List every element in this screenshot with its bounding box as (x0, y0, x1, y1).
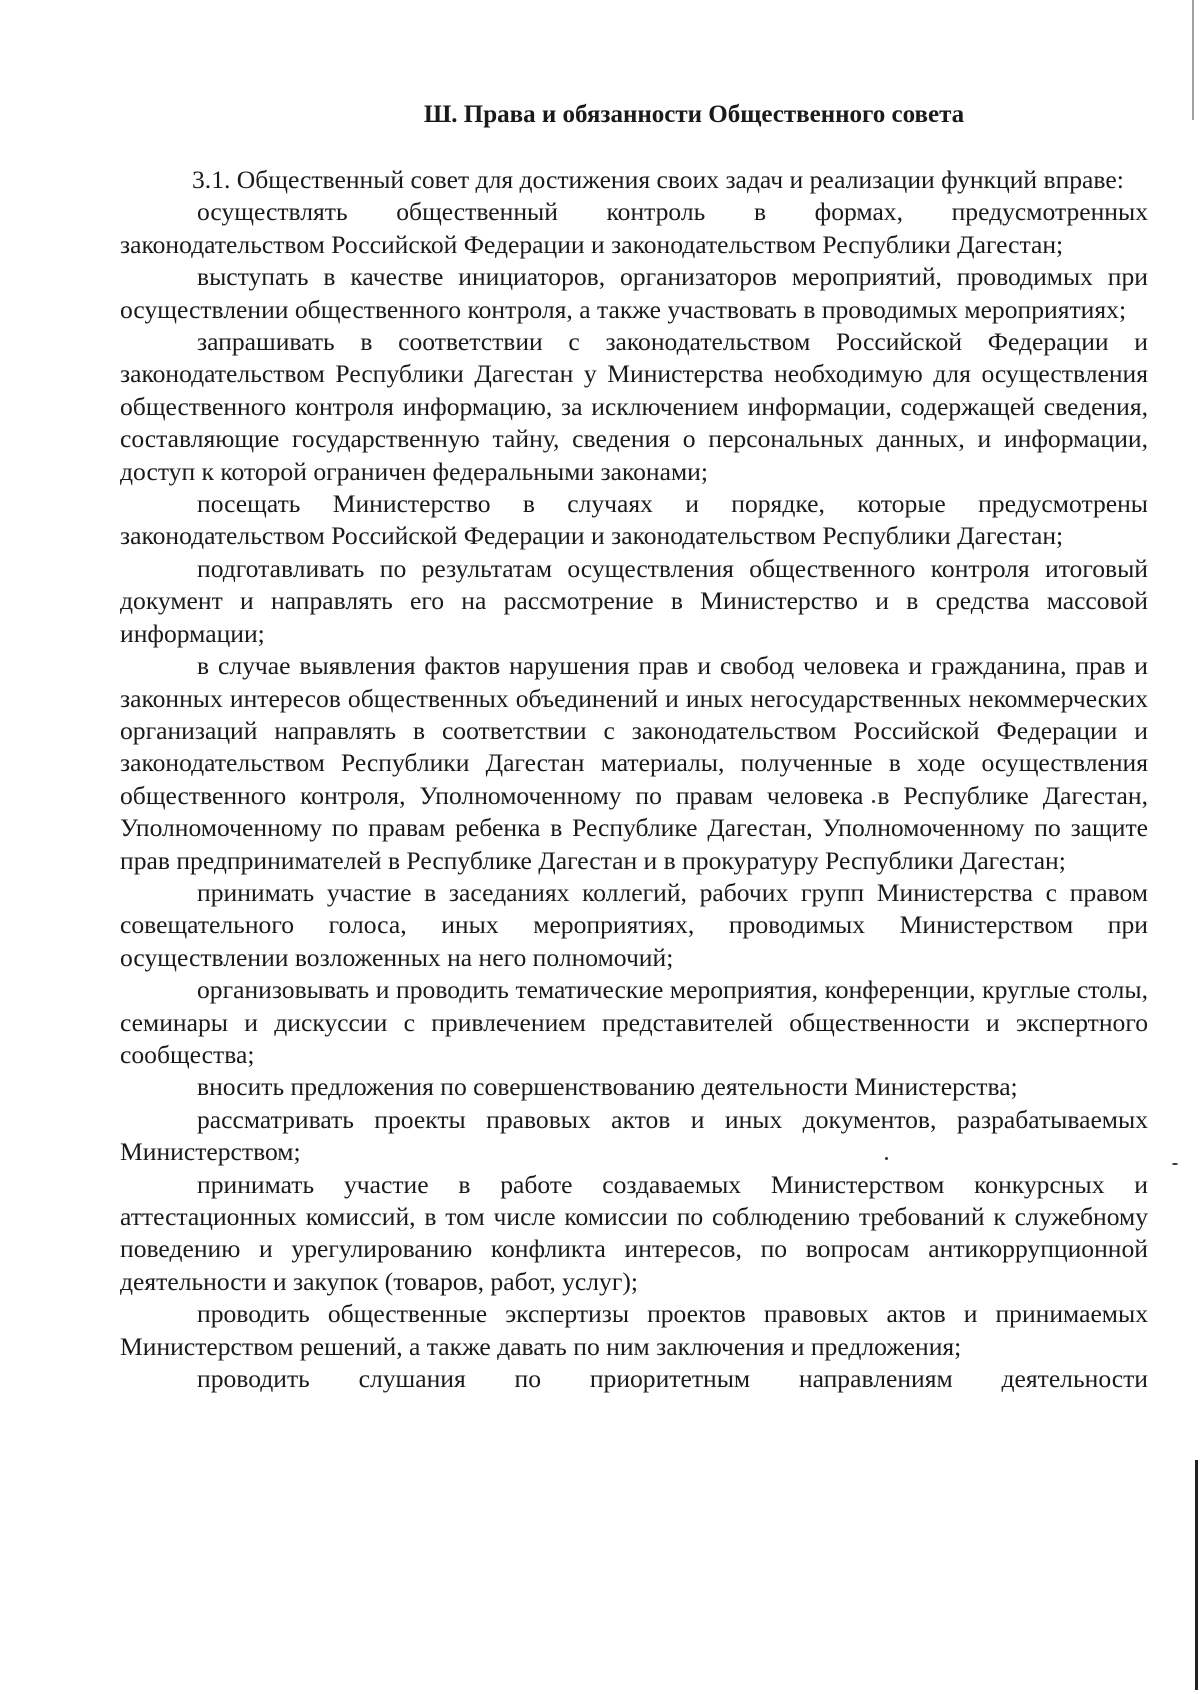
paragraph: запрашивать в соответствии с законодательством Российской Федерации и законодательством Республики Дагестан у Министерства необходимую для осуществления общественного контроля информацию, за исключением информации, содержащей сведения, составляющие государственную тайну, сведения о персональных данных, и информации, доступ к которой ограничен федеральными законами; (120, 327, 1148, 486)
scan-speck (1172, 1163, 1178, 1165)
paragraph: посещать Министерство в случаях и порядке, которые предусмотрены законодательством Российской Федерации и законодательством Республики Дагестан; (120, 489, 1148, 551)
paragraph: выступать в качестве инициаторов, организаторов мероприятий, проводимых при осуществлении общественного контроля, а также участвовать в проводимых мероприятиях; (120, 262, 1148, 324)
paragraph: вносить предложения по совершенствованию деятельности Министерства; (197, 1072, 1018, 1102)
paragraph: проводить слушания по приоритетным направлениям деятельности (197, 1364, 1148, 1394)
paragraph: осуществлять общественный контроль в формах, предусмотренных законодательством Российской Федерации и законодательством Республики Дагестан; (120, 197, 1148, 259)
paragraph: организовывать и проводить тематические мероприятия, конференции, круглые столы, семинары и дискуссии с привлечением представителей общественности и экспертного сообщества; (120, 975, 1148, 1069)
paragraph: проводить общественные экспертизы проектов правовых актов и принимаемых Министерством решений, а также давать по ним заключения и предложения; (120, 1299, 1148, 1361)
document-page (120, 100, 1148, 1395)
scan-edge-mark-bottom (1195, 1460, 1198, 1690)
scan-edge-mark-top (1192, 0, 1194, 120)
section-heading: Ш. Права и обязанности Общественного совета (423, 101, 965, 128)
paragraph: рассматривать проекты правовых актов и иных документов, разрабатываемых Министерством; (120, 1104, 1148, 1167)
paragraph: 3.1. Общественный совет для достижения своих задач и реализации функций вправе: (192, 165, 1124, 194)
paragraph: подготавливать по результатам осуществления общественного контроля итоговый документ и направлять его на рассмотрение в Министерство и в средства массовой информации; (120, 553, 1148, 648)
paragraph: принимать участие в работе создаваемых Министерством конкурсных и аттестационных комиссий, в том числе комиссии по соблюдению требований к служебному поведению и урегулированию конфликта интересов, по вопросам антикоррупционной деятельности и закупок (товаров, работ, услуг); (120, 1169, 1148, 1296)
paragraph: принимать участие в заседаниях коллегий, рабочих групп Министерства с правом совещательного голоса, иных мероприятиях, проводимых Министерством при осуществлении возложенных на него полномочий; (120, 877, 1148, 972)
paragraph: в случае выявления фактов нарушения прав и свобод человека и гражданина, прав и законных интересов общественных объединений и иных негосударственных некоммерческих организаций направлять в соответствии с законодательством Российской Федерации и законодательством Республики Дагестан материалы, полученные в ходе осуществления общественного контроля, Уполномоченному по правам человека в Республике Дагестан, Уполномоченному по правам ребенка в Республике Дагестан, Уполномоченному по защите прав предпринимателей в Республике Дагестан и в прокуратуру Республики Дагестан; (120, 651, 1148, 875)
